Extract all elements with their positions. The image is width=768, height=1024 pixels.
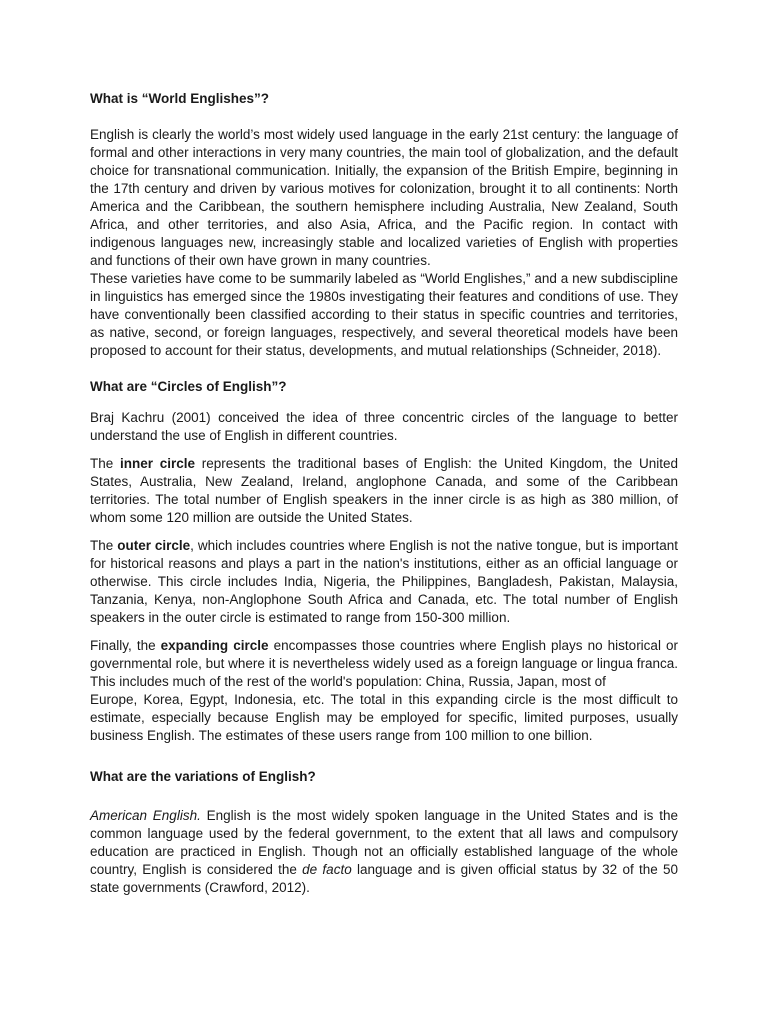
section-heading-variations: What are the variations of English? — [90, 769, 316, 784]
inner-circle-text: represents the traditional bases of English: the United Kingdom, the United States, Australia, New Zealand, Ireland, anglophone Canada, and some of the Caribbean territories. The total number of English speakers in the inner circle is as high as 380 million, of whom some 120 million are outside the United States. — [90, 456, 678, 525]
inner-circle-lead: The — [90, 456, 120, 471]
outer-circle-lead: The — [90, 538, 118, 553]
outer-circle-term: outer circle — [117, 538, 191, 553]
document-page — [90, 90, 678, 897]
paragraph-world-englishes-labels: These varieties have come to be summarily labeled as “World Englishes,” and a new subdiscipline in linguistics has emerged since the 1980s investigating their features and conditions of use. They have conventionally been classified according to their status in specific countries and territories, as native, second, or foreign languages, respectively, and several theoretical models have been proposed to account for their status, developments, and mutual relationships (Schneider, 2018). — [90, 271, 678, 358]
american-english-text-end: language and is given official status by 32 of the 50 state governments (Crawford, 2012). — [90, 862, 678, 895]
expanding-circle-term: expanding circle — [160, 638, 269, 653]
paragraph-expanding-circle — [90, 637, 678, 745]
american-english-term: American English. — [90, 808, 201, 823]
expanding-circle-lead: Finally, the — [90, 638, 161, 653]
inner-circle-term: inner circle — [120, 456, 196, 471]
american-english-text: English is the most widely spoken language in the United States and is the common language used by the federal government, to the extent that all laws and compulsory education are practiced in English. Though not an officially established language of the whole country, English is considered the — [90, 808, 678, 877]
outer-circle-text: , which includes countries where English is not the native tongue, but is important for historical reasons and plays a part in the nation's institutions, either as an official language or otherwise. This circle includes India, Nigeria, the Philippines, Bangladesh, Pakistan, Malaysia, Tanzania, Kenya, non-Anglophone South Africa and Canada, etc. The total number of English speakers in the outer circle is estimated to range from 150-300 million. — [90, 538, 679, 625]
paragraph-outer-circle — [90, 537, 678, 627]
expanding-circle-text-part2: Europe, Korea, Egypt, Indonesia, etc. The total in this expanding circle is the most difficult to estimate, especially because English may be employed for specific, limited purposes, usually business English. The estimates of these users range from 100 million to one billion. — [90, 692, 678, 743]
paragraph-kachru-circles: Braj Kachru (2001) conceived the idea of three concentric circles of the language to better understand the use of English in different countries. — [90, 410, 678, 443]
paragraph-inner-circle — [90, 455, 678, 527]
paragraph-american-english — [90, 807, 678, 897]
de-facto-term: de facto — [302, 862, 352, 877]
section-heading-circles-of-english: What are “Circles of English”? — [90, 379, 287, 394]
paragraph-world-englishes-intro: English is clearly the world’s most widely used language in the early 21st century: the language of formal and other interactions in very many countries, the main tool of globalization, and the default choice for transnational communication. Initially, the expansion of the British Empire, beginning in the 17th century and driven by various motives for colonization, brought it to all continents: North America and the Caribbean, the southern hemisphere including Australia, New Zealand, South Africa, and other territories, and also Asia, Africa, and the Pacific region. In contact with indigenous languages new, increasingly stable and localized varieties of English with properties and functions of their own have grown in many countries. — [90, 127, 678, 268]
section-heading-world-englishes: What is “World Englishes”? — [90, 91, 270, 106]
expanding-circle-text-part1: encompasses those countries where English plays no historical or governmental role, but where it is nevertheless widely used as a foreign language or lingua franca. This includes much of the rest of the world's population: China, Russia, Japan, most of — [90, 638, 679, 689]
